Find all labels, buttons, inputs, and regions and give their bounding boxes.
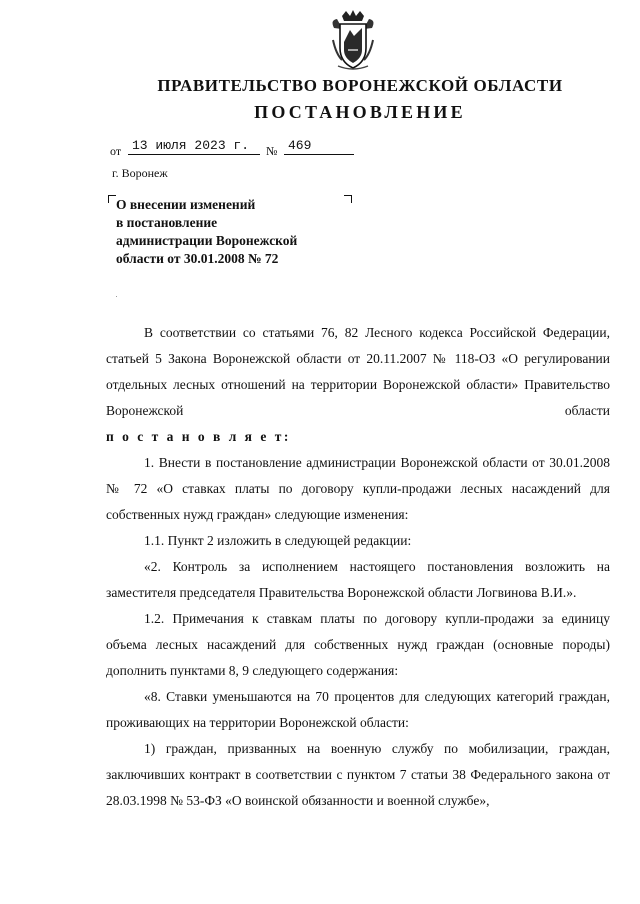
subject-line: О внесении изменений (116, 197, 256, 212)
document-body (106, 320, 610, 814)
subject-line: в постановление (116, 215, 218, 230)
body-paragraph: 1) граждан, призванных на военную службу по мобилизации, граждан, заключивших контракт в соответствии с пунктом 7 статьи 38 Федерального закона от 28.03.1998 № 53-ФЗ «О воинской обязанности и военной службе», (106, 741, 610, 808)
from-label: от (110, 144, 122, 158)
voronezh-coat-of-arms-icon (328, 10, 378, 72)
subject-line: области от 30.01.2008 № 72 (116, 251, 279, 266)
number-label: № (266, 144, 278, 158)
number-value: 469 (284, 138, 354, 155)
city-label: г. Воронеж (112, 166, 168, 180)
subject-line: администрации Воронежской (116, 233, 298, 248)
body-paragraph: 1.2. Примечания к ставкам платы по договору купли-продажи за единицу объема лесных насаждений для собственных нужд граждан (основные породы) дополнить пунктами 8, 9 следующего содержания: (106, 611, 610, 678)
document-subject (116, 196, 366, 268)
body-paragraph: «8. Ставки уменьшаются на 70 процентов для следующих категорий граждан, проживающих на территории Воронежской области: (106, 689, 610, 730)
body-paragraph: 1.1. Пункт 2 изложить в следующей редакции: (144, 533, 412, 548)
body-paragraph: 1. Внести в постановление администрации Воронежской области от 30.01.2008 № 72 «О ставках платы по договору купли-продажи лесных насаждений для собственных нужд граждан» следующие изменения: (106, 455, 610, 522)
organization-title: ПРАВИТЕЛЬСТВО ВОРОНЕЖСКОЙ ОБЛАСТИ (157, 76, 563, 95)
body-paragraph: «2. Контроль за исполнением настоящего постановления возложить на заместителя председателя Правительства Воронежской области Логвинова В.И.». (106, 559, 610, 600)
subject-corner-mark-left (108, 195, 116, 203)
decree-word: п о с т а н о в л я е т: (106, 429, 291, 444)
scan-speck (116, 296, 117, 297)
date-value: 13 июля 2023 г. (128, 138, 260, 155)
preamble-paragraph: В соответствии со статьями 76, 82 Лесного кодекса Российской Федерации, статьей 5 Закона Воронежской области от 20.11.2007 № 118-ОЗ «О регулировании отдельных лесных отношений на территории Воронежской области» Правительство Воронежской области (106, 325, 610, 418)
registration-line (110, 138, 370, 158)
document-type-title: ПОСТАНОВЛЕНИЕ (254, 102, 466, 122)
